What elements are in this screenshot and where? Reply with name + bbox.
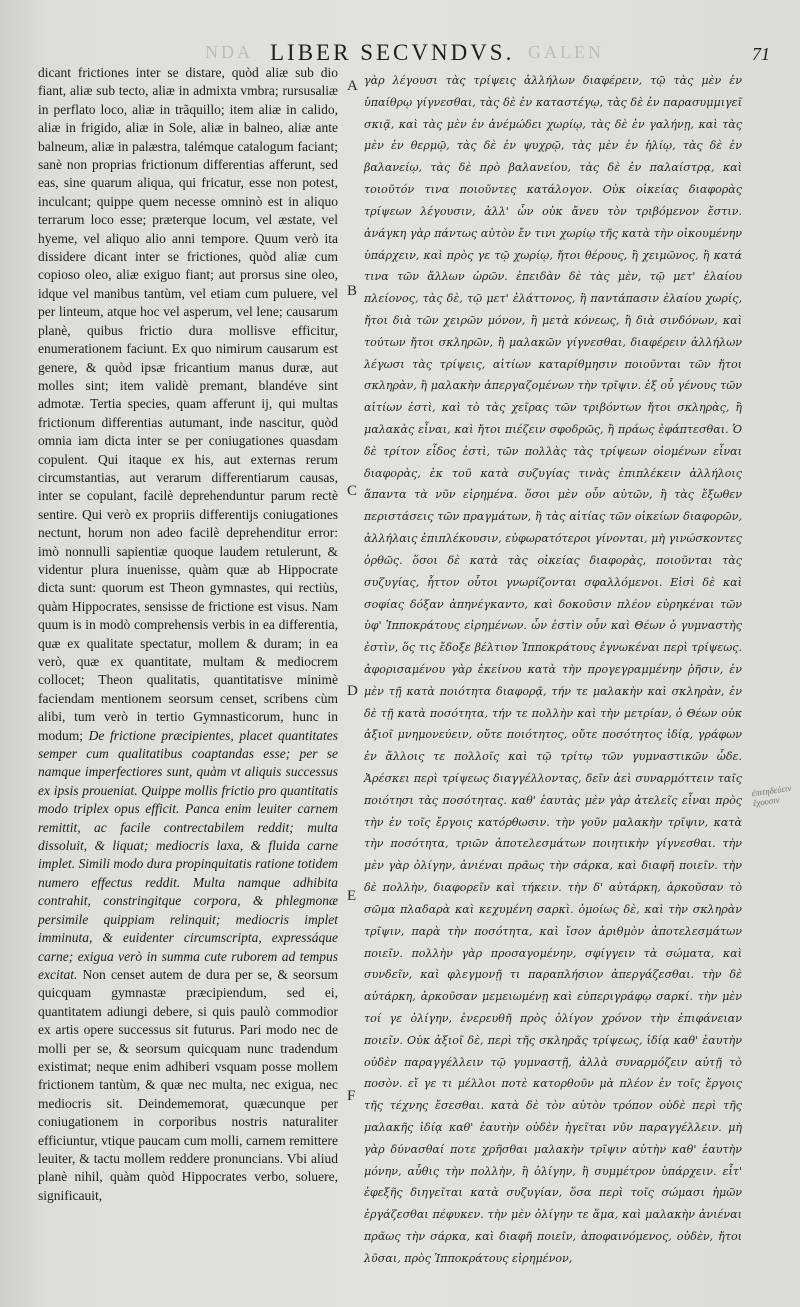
- section-marker-d: D: [347, 683, 358, 699]
- latin-column: [38, 64, 338, 1205]
- latin-text-continued: Non censet autem de dura per se, & seorsum quicquam gymnastæ præcipiendum, sed ei, quantitatem adiungi debere, si quis paulò commodior ex artis opere successus sit futurus. Pari modo nec de molli per se, & seorsum quicquam nunc tradendum existimat; neque enim adhiberi vsquam posse mollem frictionem tantùm, & quæ nec multa, nec exigua, nec mediocris sit. Deindememorat, quæcunque per coniugationem in corporibus nostris naturaliter efficiuntur, vtique paucam cum molli, carnem remittere leuiter, & tactu mollem reddere pronuncians. Vbi aliud planè nihil, quàm quòd Hippocrates verbo, soluere, significauit,: [38, 966, 338, 1203]
- page-number: 71: [752, 44, 770, 64]
- latin-quotation: De frictione præcipientes, placet quantitates semper cum qualitatibus coaptandas esse; per se namque imperfectiores sunt, quàm vt aliquis successus ex ipsis proueniat. Quippe mollis frictio pro quantitatis modo triplex opus efficit. Panca enim leuiter carnem remittit, ac facile contrectabilem reddit; multa dissoluit, & liquat; mediocris laxa, & fluida carne implet. Simili modo dura propinquitatis ratione totidem numero effectus reddit. Multa namque adhibita contrahit, constringitque corpora, & phlegmonæ persimile quippiam relinquit; mediocris implet imminuta, & euidenter circumscripta, expressáque carne; exigua verò in summa cute ruborem ad tempus excitat.: [38, 727, 338, 982]
- bleed-through-text-left: NDA: [205, 42, 253, 62]
- section-marker-b: B: [347, 283, 358, 299]
- running-head: LIBER SECVNDVS.: [270, 40, 515, 65]
- greek-text: γὰρ λέγουσι τὰς τρίψεις ἀλλήλων διαφέρειν, τῷ τὰς μὲν ἐν ὑπαίθρῳ γίγνεσθαι, τὰς δὲ ἐν καταστέγῳ, τὰς δὲ ἐν παρασυμμιγεῖ σκιᾷ, καὶ τὰς μὲν ἐν ἀνέμώδει χωρίῳ, τὰς δὲ ἐν γαλήνῃ, καὶ τὰς μὲν ἐν θερμῷ, τὰς δὲ ἐν ψυχρῷ, τὰς μὲν ἐν ἡλίῳ, τὰς δὲ ἐν βαλανείῳ, τὰς δὲ πρὸ βαλανείου, τὰς δὲ ἐν παλαίστρᾳ, καὶ τοιοῦτόν τινα ποιοῦντες κατάλογον. Οὐκ οἰκείας διαφορὰς τρίψεων λέγουσιν, ἀλλ' ὧν οὐκ ἄνευ τὸν τριβόμενον ἔστιν. ἀνάγκη γὰρ πάντως αὐτὸν ἔν τινι χωρίῳ τῆς κατὰ τὴν οἰκουμένην ὑπάρχειν, καὶ πρὸς γε τῷ χωρίῳ, ἤτοι θέρους, ἢ χειμῶνος, ἢ κατά τινα τῶν ἄλλων ὡρῶν. ἐπειδὰν δὲ τὰς μὲν, τῷ μετ' ἐλαίου πλείονος, τὰς δὲ, τῷ μετ' ἐλάττονος, ἢ παντάπασιν ἐλαίου χωρίς, ἤτοι διὰ τῶν χειρῶν μόνον, ἢ μετὰ κόνεως, ἢ διὰ σινδόνων, καὶ τούτων ἤτοι σκληρῶν, ἢ μαλακῶν γίγνεσθαι, διαφέρειν ἀλλήλων λέγωσι τὰς τρίψεις, αἰτίων καταρίθμησιν ποιοῦνται τῶν ἤτοι σκληρὰν, ἢ μαλακὴν ἀπεργαζομένων τὴν τρῖψιν. ἐξ οὗ γένους τῶν αἰτίων ἐστὶ, καὶ τὸ τὰς χεῖρας τῶν τριβόντων ἤτοι σκληρὰς, ἢ μαλακὰς εἶναι, καὶ ἤτοι πιέζειν σφοδρῶς, ἢ πράως ἐφάπτεσθαι. Ὁ δὲ τρίτον εἶδος ἐστὶ, τῶν πολλὰς τὰς τρίψεων οἰομένων εἶναι διαφορὰς, ἐκ τοῦ κατὰ συζυγίας τινὰς ἐπιπλέκειν ἀλλήλοις ἅπαντα τὰ νῦν εἰρημένα. ὅσοι μὲν οὖν αὐτῶν, ἢ τὰς ἔξωθεν περιστάσεις τῶν πραγμάτων, ἢ τὰς αἰτίας τῶν οἰκείων διαφορῶν, ἀλλήλαις ἐπιπλέκουσιν, εὐφωρατότεροι γίνονται, μὴ γινώσκοντες ὀρθῶς. ὅσοι δὲ κατὰ τὰς οἰκείας διαφορὰς, ποιοῦνται τὰς συζυγίας, ἧττον οὗτοι γνωρίζονται σφαλλόμενοι. Εἰσὶ δὲ καὶ σοφίας δόξαν ἀπηνέγκαντο, καὶ δοκοῦσιν πλέον εὑρηκέναι τῶν ὑφ' Ἱπποκράτους εἰρημένων. ὧν ἐστὶν οὖν καὶ Θέων ὁ γυμναστὴς ἐστὶν, ὅς τις ἔδοξε βέλτιον Ἱπποκράτους ἐγνωκέναι περὶ τρίψεως. ἀφορισαμένου γὰρ ἐκείνου κατὰ τὴν προγεγραμμένην ῥῆσιν, ἐν μὲν τῇ κατὰ ποιότητα διαφορᾷ, τήν τε μαλακὴν καὶ σκληρὰν, ἐν δὲ τῇ κατὰ ποσότητα, τήν τε πολλὴν καὶ τὴν μετρίαν, ὁ Θέων οὐκ ἀξιοῖ μνημονεύειν, οὔτε ποιότητος, οὔτε ποσότητος ἰδίᾳ, γράφων ἐν ἄλλοις τε πολλοῖς καὶ τῷ τρίτῳ τῶν γυμναστικῶν ὧδε. Ἀρέσκει περὶ τρίψεως διαγγέλλοντας, δεῖν ἀεὶ συναρμόττειν ταῖς ποιότησι τὰς ποσότητας. καθ' ἑαυτὰς μὲν γὰρ ἀτελεῖς εἶναι πρὸς τὴν ἐν τοῖς ἔργοις κατόρθωσιν. τὴν γοῦν μαλακὴν τρῖψιν, κατὰ τὴν ποσότητα, τριῶν ἀποτελεσμάτων ποιητικὴν γίγνεσθαι. τὴν μὲν γὰρ ὀλίγην, ἀνιέναι πρᾶως τὴν σάρκα, καὶ διαφῆ ποιεῖν. τὴν δὲ πολλὴν, διαφορεῖν καὶ τήκειν. τὴν δ' αὐτάρκη, ἀρκοῦσαν τὸ σῶμα πλαδαρὰ καὶ κεχυμένη σαρκὶ. ὁμοίως δὲ, καὶ τὴν σκληρὰν τρῖψιν, παρὰ τὴν ποσότητα, καὶ ἴσον ἀριθμὸν ἀποτελεσμάτων ποιεῖν. πολλὴν γὰρ προσαγομένην, σφίγγειν τὰ σώματα, καὶ συνδεῖν, καὶ φλεγμονῇ τι παραπλήσιον ἀπεργάζεσθαι. τὴν δὲ αὐτάρκη, ἀρκοῦσαν μεμειωμένῃ καὶ εὐπεριγράφῳ σαρκί. τὴν μὲν τοί γε ὀλίγην, ἐνερευθῆ πρὸς ὀλίγον χρόνον τὴν ἐπιφάνειαν ποιεῖν. Οὐκ ἀξιοῖ δὲ, περὶ τῆς σκληρᾶς τρίψεως, ἰδίᾳ καθ' ἑαυτὴν οὐδὲν παραγγέλλειν τῷ γυμναστῇ, ἀλλὰ συναρμόζειν αὐτῇ τὸ ποσὸν. εἴ γε τι μέλλοι ποτὲ κατορθοῦν μὰ πλέον ἐν τοῖς ἔργοις τῆς τέχνης ἔσεσθαι. κατὰ δὲ τὸν αὐτὸν τρόπον οὐδὲ περὶ τῆς μαλακῆς ἰδίᾳ καθ' ἑαυτὴν οὐδὲν ἡγεῖται νῦν παραγγέλλειν. μὴ γὰρ δύνασθαί ποτε χρῆσθαι μαλακὴν τρῖψιν αὐτὴν καθ' ἑαυτὴν μόνην, αὖθις τὴν πολλὴν, ἢ ὀλίγην, ἢ συμμέτρον ὑπάρχειν. εἶτ' ἐφεξῆς διηγεῖται κατὰ συζυγίαν, ὅσα περὶ τοῖς σώμασι ἡμῶν ἐργάζεσθαι πέφυκεν. τὴν μὲν ὀλίγην τε ἅμα, καὶ μαλακὴν ἀνιέναι πρᾶως τὴν σάρκα, καὶ διαφῆ ποιεῖν, ἀποφαινόμενος, οὐδὲν, ἤτοι λῦσαι, πρὸς Ἱπποκράτους εἰρημένον,: [364, 74, 742, 1265]
- section-marker-a: A: [347, 78, 358, 94]
- latin-text: dicant frictiones inter se distare, quòd aliæ sub dio fiant, aliæ sub tecto, aliæ in admixta vmbra; rursusaliæ in perflato loco, aliæ in trãquillo; item aliæ in calido, aliæ in frigido, aliæ in Sole, aliæ in balneo, aliæ ante balneum, aliæ in palæstra, talémque catalogum faciant; sanè non proprias frictionum differentias afferunt, sed eas, sine quarum aliqua, qui fricatur, esse non potest, inculcant; quippe quem necesse omninò est in aliquo terrarum loco esse; præterque locum, vel æstate, vel hyeme, vel aliquo alio anni tempore. Quum verò ita dissidere dicant inter se frictiones, quòd aliæ cum copioso oleo, aliæ exiguo fiant; aut prorsus sine oleo, idque vel manibus tantùm, vel etiam cum puluere, vel per linteum, atque hoc vel asperum, vel lene; causarum planè, quibus frictio dura mollisve efficitur, enumerationem faciunt. Ex quo nimirum causarum est genere, & quòd ipsæ fricantium manus duræ, aut molles sint; item validè premant, blandéve sint admotæ. Tertia species, quam afferunt ij, qui multas frictionum differentias autumant, inde nascitur, quòd omnia iam dicta inter se per coniugationes quasdam copulent. Qui itaque ex his, aut externas rerum circumstantias, aut verarum differentiarum causas, inter se copulant, facilè deprehenduntur parum rectè sentire. Qui verò ex propriis differentijs coniugationes nectunt, horum non adeo facilè deprehenditur error: imò nonnulli sapientiæ quoque laudem retulerunt, & videntur plura inuenisse, quàm quæ ab Hippocrate dicta sunt: quorum est Theon gymnastes, qui rectiùs, quàm Hippocrates, sensisse de frictione est visus. Nam quum is in modò comprehensis verbis in ea differentia, quæ ex qualitate spectatur, mollem & duram; in ea verò, quæ ex quantitate, multam & mediocrem collocet; Theon qualitatis, quantitatisve minimè faciendam mentionem seorsum censet, scribens cùm alibi, tum verò in tertio Gymnasticorum, hunc in modum;: [38, 65, 338, 743]
- section-marker-e: E: [347, 888, 357, 904]
- section-marker-f: F: [347, 1088, 356, 1104]
- handwritten-margin-note: ἐπιτηδεύειν ἔχουσιν: [750, 782, 792, 809]
- section-marker-c: C: [347, 483, 358, 499]
- greek-column: [364, 70, 742, 1270]
- bleed-through-text-right: GALEN: [528, 42, 604, 62]
- latin-paragraph-main: [38, 64, 338, 1205]
